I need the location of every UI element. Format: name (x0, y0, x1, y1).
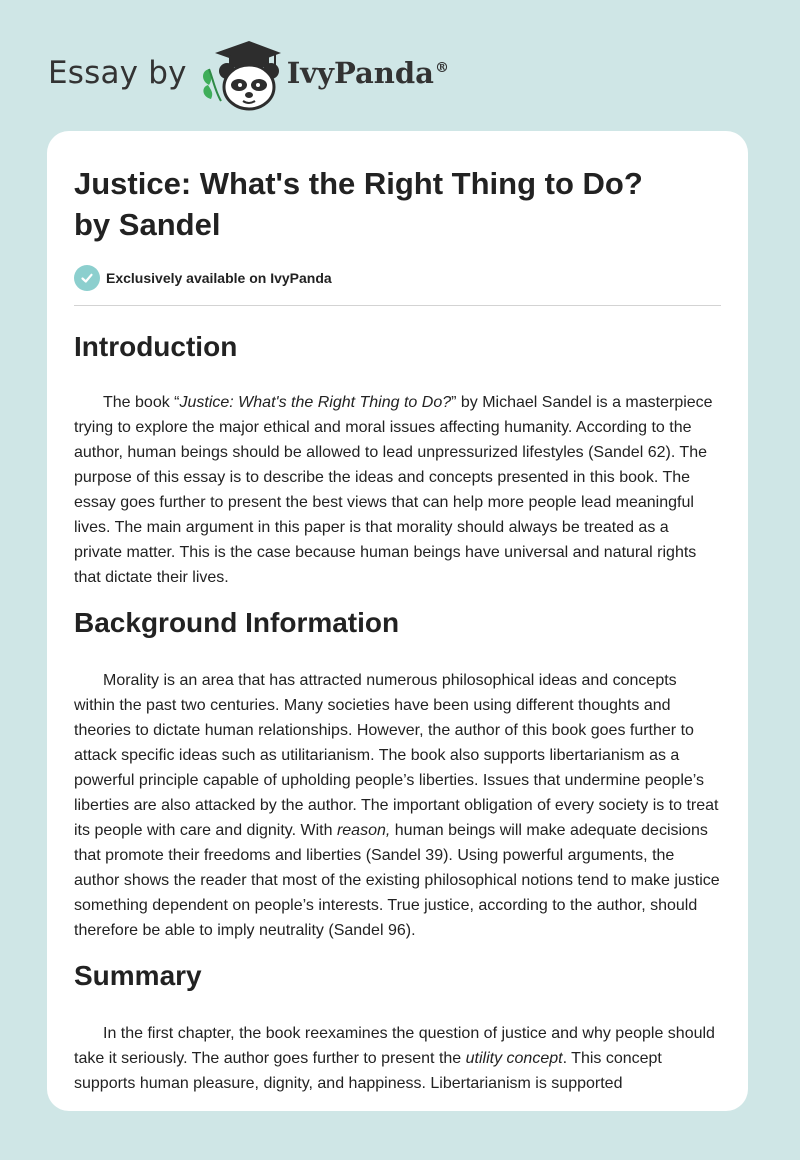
reason-emphasis: reason, (336, 822, 391, 839)
introduction-heading: Introduction (74, 331, 238, 362)
registered-mark: ® (434, 60, 449, 77)
summary-heading: Summary (74, 960, 202, 991)
utility-concept-emphasis: utility concept (465, 1050, 563, 1067)
exclusive-badge (74, 265, 721, 291)
badge-text: Exclusively available on IvyPanda (106, 270, 332, 286)
brand-prefix: Essay by (48, 55, 187, 91)
book-title-emphasis: Justice: What's the Right Thing to Do? (179, 394, 452, 411)
introduction-paragraph: The book “Justice: What's the Right Thing to Do?” by Michael Sandel is a masterpiece trying to explore the major ethical and moral issues affecting humanity. According to the author, human beings should be allowed to lead unpressurized lifestyles (Sandel 62). The purpose of this essay is to describe the ideas and concepts presented in this book. The essay goes further to present the best views that can help more people lead meaningful lives. The main argument in this paper is that morality should always be treated as a private matter. This is the case because human beings have universal and natural rights that dictate their lives. (74, 394, 713, 586)
title-divider (74, 305, 721, 306)
summary-paragraph: In the first chapter, the book reexamines the question of justice and why people should take it seriously. The author goes further to present the utility concept. This concept supports human pleasure, dignity, and happiness. Libertarianism is supported (74, 1025, 715, 1092)
title-line-2: by Sandel (74, 207, 221, 242)
panda-graduate-icon[interactable] (199, 35, 281, 111)
site-header (48, 34, 449, 112)
brand-name[interactable]: IvyPanda® (286, 56, 449, 90)
check-circle-icon (74, 265, 100, 291)
background-paragraph: Morality is an area that has attracted numerous philosophical ideas and concepts within the past two centuries. Many societies have been using different thoughts and theories to dictate human relationships. However, the author of this book goes further to attack specific ideas such as utilitarianism. The book also supports libertarianism as a powerful principle capable of upholding people’s liberties. Issues that undermine people’s liberties are also attacked by the author. The important obligation of every society is to treat its people with care and dignity. With reason, human beings will make adequate decisions that promote their freedoms and liberties (Sandel 39). Using powerful arguments, the author shows the reader that most of the existing philosophical notions tend to make justice something dependent on people’s interests. True justice, according to the author, should therefore be able to imply neutrality (Sandel 96). (74, 672, 720, 939)
essay-card (47, 131, 748, 1111)
essay-title (74, 163, 721, 245)
title-line-1: Justice: What's the Right Thing to Do? (74, 166, 643, 201)
background-heading: Background Information (74, 607, 400, 638)
